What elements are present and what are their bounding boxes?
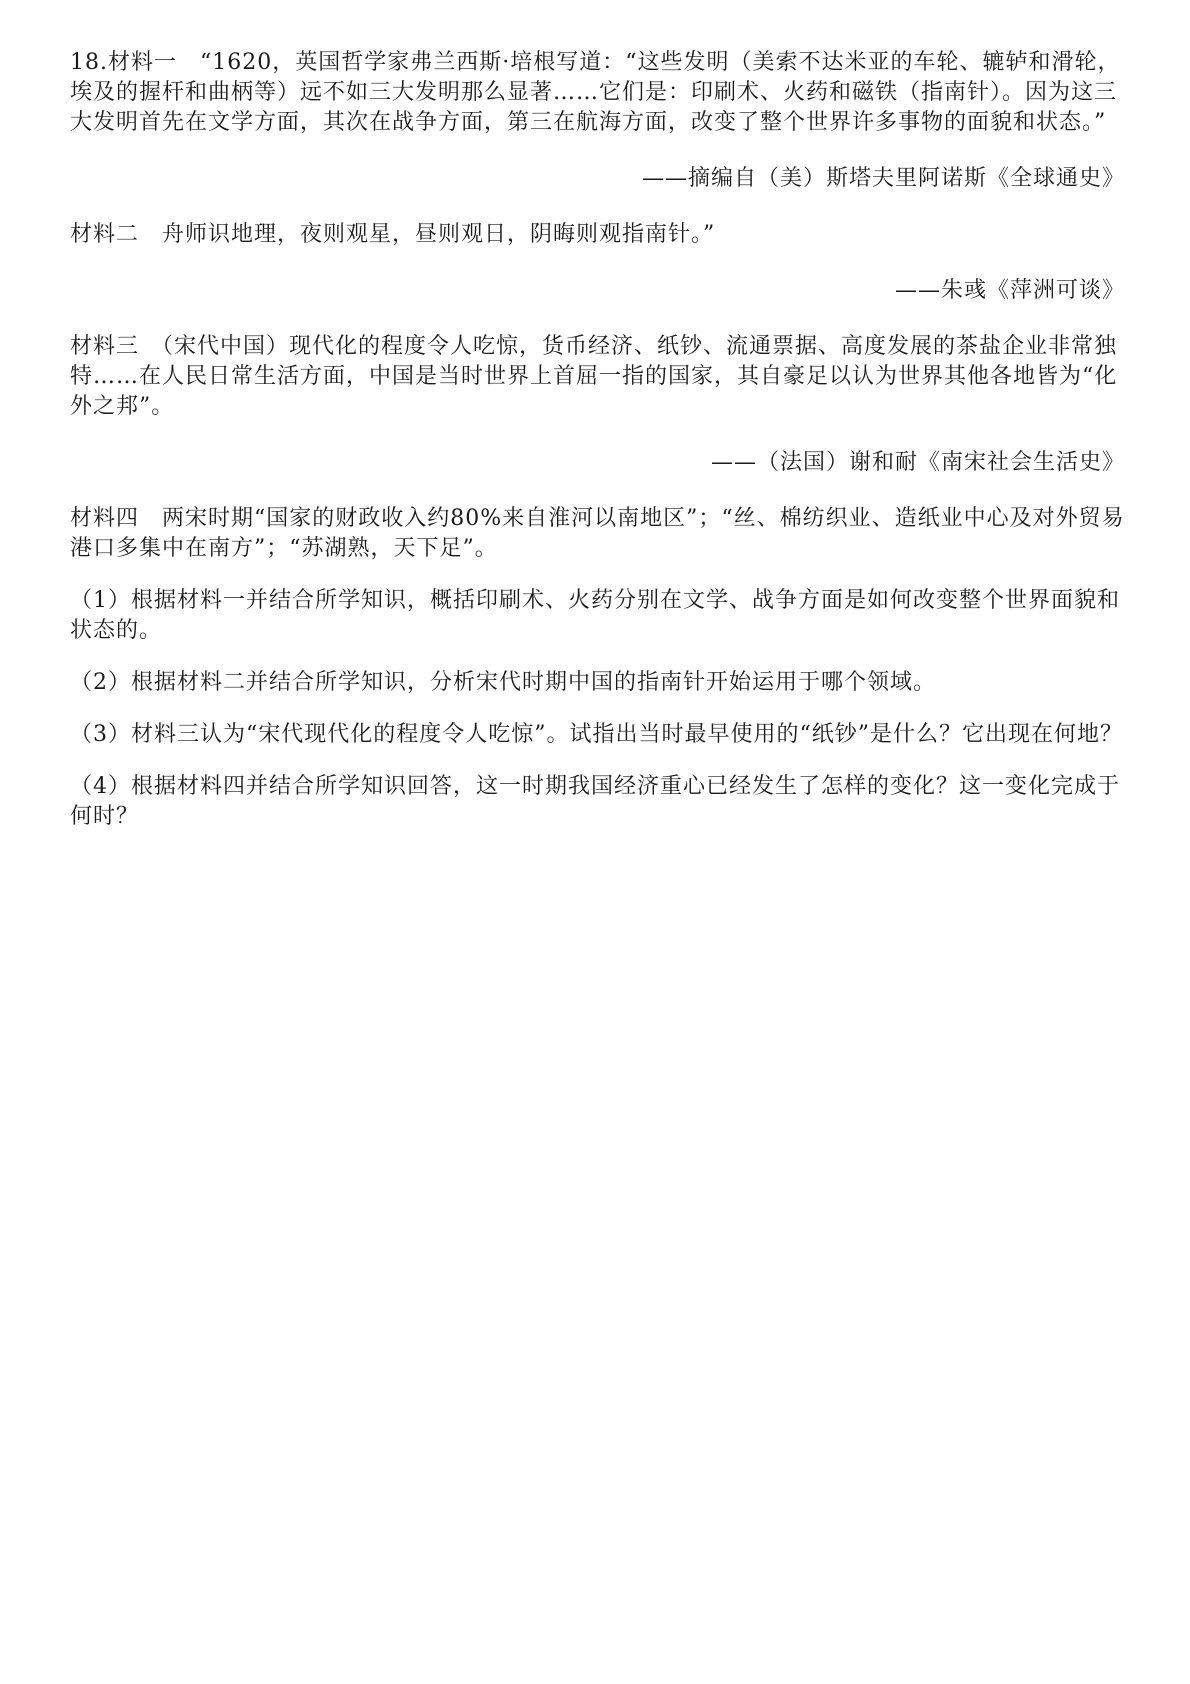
sub-question-4: （4）根据材料四并结合所学知识回答，这一时期我国经济重心已经发生了怎样的变化？这一变化完成于何时？ — [70, 774, 1121, 829]
sub-question-1: （1）根据材料一并结合所学知识，概括印刷术、火药分别在文学、战争方面是如何改变整个世界面貌和状态的。 — [70, 588, 1121, 643]
material-2-text: 材料二 舟师识地理，夜则观星，昼则观日，阴晦则观指南针。” — [70, 222, 716, 247]
material-4-text: 材料四 两宋时期“国家的财政收入约80%来自淮河以南地区”；“丝、棉纺织业、造纸业中心及对外贸易港口多集中在南方”；“苏湖熟，天下足”。 — [70, 506, 1125, 561]
sub-question-3: （3）材料三认为“宋代现代化的程度令人吃惊”。试指出当时最早使用的“纸钞”是什么？它出现在何地？ — [70, 722, 1123, 747]
sub-question-2: （2）根据材料二并结合所学知识，分析宋代时期中国的指南针开始运用于哪个领域。 — [70, 670, 936, 695]
material-1-text: 18.材料一 “1620，英国哲学家弗兰西斯·培根写道：“这些发明（美索不达米亚的车轮、辘轳和滑轮，埃及的握杆和曲柄等）远不如三大发明那么显著……它们是：印刷术、火药和磁铁（指南针）。因为这三大发明首先在文学方面，其次在战争方面，第三在航海方面，改变了整个世界许多事物的面貌和状态。” — [70, 50, 1121, 135]
material-3-text: 材料三 （宋代中国）现代化的程度令人吃惊，货币经济、纸钞、流通票据、高度发展的茶盐企业非常独特……在人民日常生活方面，中国是当时世界上首屈一指的国家，其自豪足以认为世界其他各地皆为“化外之邦”。 — [70, 334, 1118, 419]
material-2-source: ——朱彧《萍洲可谈》 — [894, 278, 1125, 303]
material-3-source: ——（法国）谢和耐《南宋社会生活史》 — [710, 450, 1125, 475]
material-1-source: ——摘编自（美）斯塔夫里阿诺斯《全球通史》 — [641, 166, 1125, 191]
question-block — [70, 48, 1125, 832]
